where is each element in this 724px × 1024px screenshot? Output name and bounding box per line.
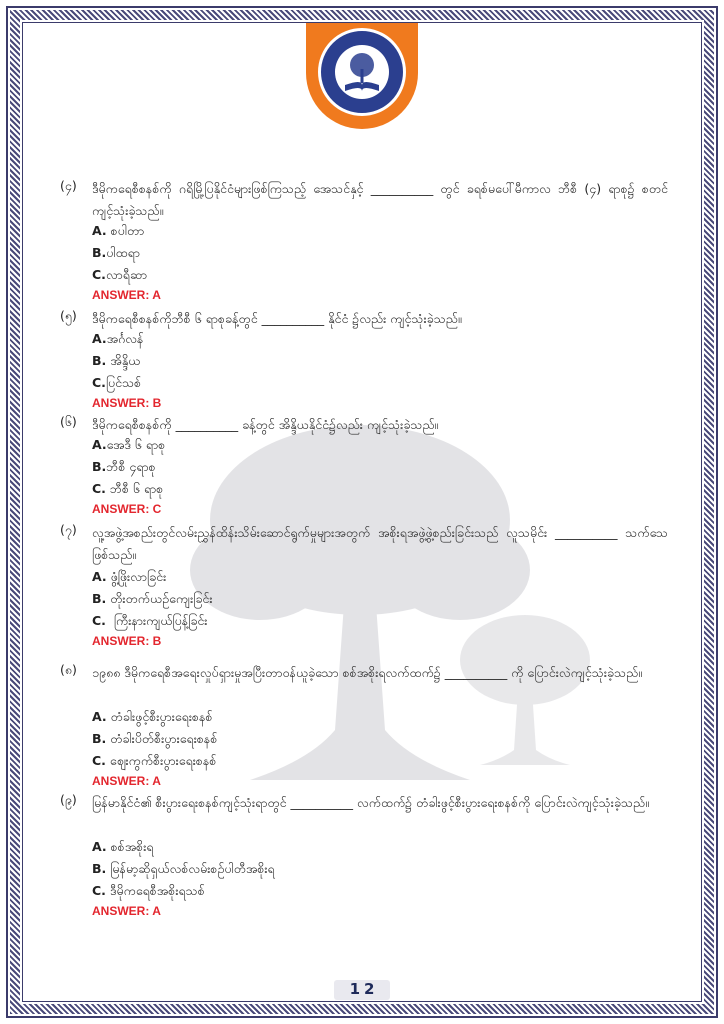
question-text: ဒီမိုကရေစီစနစ်ကိုဘီစီ ၆ ရာစုခန့်တွင် __________ နိုင်ငံ ၌လည်း ကျင့်သုံးခဲ့သည်။ <box>92 311 462 326</box>
page-number: 1 2 <box>334 980 390 1000</box>
option-c: C. ဈေးကွက်စီးပွားရေးစနစ် <box>92 753 217 768</box>
option-b: B.ပါထရာ <box>92 245 140 260</box>
option-c: C. ဘီစီ ၆ ရာစု <box>92 481 164 496</box>
question-number: (၇) <box>60 522 77 537</box>
option-b: B. အိန္ဒိယ <box>92 353 141 368</box>
question-number: (၈) <box>60 662 77 677</box>
answer-label: ANSWER: B <box>92 634 162 648</box>
option-c: C. ကြီးနားကျယ်ပြန့်ခြင်း <box>92 613 208 628</box>
answer-label: ANSWER: C <box>92 502 162 516</box>
answer-label: ANSWER: A <box>92 288 161 302</box>
option-b: B. တိုးတက်ယဉ်ကျေးခြင်း <box>92 591 213 606</box>
answer-label: ANSWER: B <box>92 396 162 410</box>
option-c: C. ဒီမိုကရေစီအစိုးရသစ် <box>92 883 205 898</box>
answer-label: ANSWER: A <box>92 774 161 788</box>
question-number: (၄) <box>60 178 77 193</box>
question-text: ဒီမိုကရေစီစနစ်ကို __________ ခန့်တွင် အိန္ဒိယနိုင်ငံ၌လည်း ကျင့်သုံးခဲ့သည်။ <box>92 417 439 432</box>
question-text: လူ့အဖွဲ့အစည်းတွင်လမ်းညွှန်ထိန်းသိမ်းဆောင်ရွက်မှုများအတွက် အစိုးရအဖွဲ့ဖွဲ့စည်းခြင်းသည် လူသမိုင်း __________ သက်သေဖြစ်သည်။ <box>92 525 668 562</box>
tree-watermark-small-icon <box>440 600 610 770</box>
option-a: A. စပါတာ <box>92 223 145 238</box>
option-a: A. ဖွံ့ဖြိုးလာခြင်း <box>92 569 167 584</box>
question-number: (၆) <box>60 414 77 429</box>
question-text: မြန်မာနိုင်ငံ၏ စီးပွားရေးစနစ်ကျင့်သုံးရာတွင် __________ လက်ထက်၌ တံခါးဖွင့်စီးပွားရေးစနစ်ကို ပြောင်းလဲကျင့်သုံးခဲ့သည်။ <box>92 795 649 810</box>
answer-label: ANSWER: A <box>92 904 161 918</box>
option-a: A.အင်္ဂလန် <box>92 331 144 346</box>
option-c: C.ပြင်သစ် <box>92 375 142 390</box>
question-number: (၅) <box>60 308 77 323</box>
option-a: A. စစ်အစိုးရ <box>92 839 154 854</box>
logo <box>318 28 406 116</box>
option-b: B. မြန်မာ့ဆိုရှယ်လစ်လမ်းစဉ်ပါတီအစိုးရ <box>92 861 275 876</box>
question-number: (၉) <box>60 792 77 807</box>
option-a: A. တံခါးဖွင့်စီးပွားရေးစနစ် <box>92 709 213 724</box>
question-text: ၁၉၈၈ ဒီမိုကရေစီအရေးလှုပ်ရှားမှုအပြီးတာဝန်ယူခဲ့သော စစ်အစိုးရလက်ထက်၌ __________ ကို ပြောင်းလဲကျင့်သုံးခဲ့သည်။ <box>92 665 643 680</box>
option-c: C.လာရီဆာ <box>92 267 148 282</box>
tree-book-icon <box>335 45 389 99</box>
option-a: A.အေဒီ ၆ ရာစု <box>92 437 166 452</box>
option-b: B. တံခါးပိတ်စီးပွားရေးစနစ် <box>92 731 218 746</box>
option-b: B.ဘီစီ ၄ရာစု <box>92 459 156 474</box>
question-text: ဒီမိုကရေစီစနစ်ကို ဂရိမြို့ပြနိုင်ငံများဖြစ်ကြသည့် အေသင်နှင့် __________ တွင် ခရစ်မပေါ်မီကာလ ဘီစီ (၄) ရာစု၌ စတင်ကျင့်သုံးခဲ့သည်။ <box>92 181 668 218</box>
